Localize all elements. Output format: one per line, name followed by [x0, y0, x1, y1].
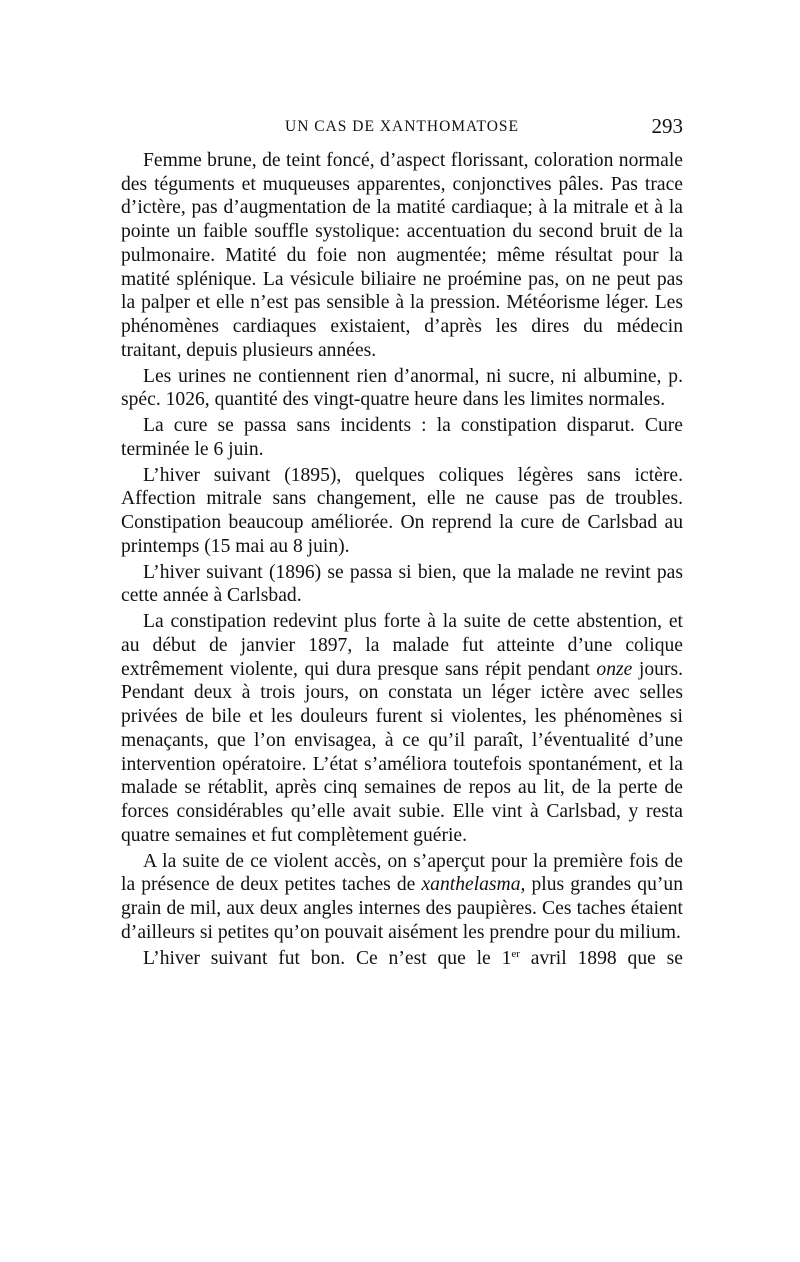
paragraph: La cure se passa sans incidents : la constipation disparut. Cure terminée le 6 juin.: [121, 415, 683, 460]
ordinal-superscript: er: [511, 947, 520, 960]
paragraph: Les urines ne contiennent rien d’anormal, ni sucre, ni albumine, p. spéc. 1026, quantité des vingt-quatre heure dans les limites normales.: [121, 365, 683, 411]
page-number: 293: [651, 114, 683, 138]
emphasized-term: xanthelasma,: [421, 874, 526, 896]
running-title: UN CAS DE XANTHOMATOSE: [285, 118, 519, 135]
paragraph: [121, 850, 683, 945]
paragraph-text: A la suite de ce violent accès, on s’aperçut pour la première fois de la présence de deux petites taches de: [121, 850, 683, 896]
paragraph-text: avril 1898 que se: [519, 947, 683, 969]
paragraph-text: plus grandes qu’un grain de mil, aux deux angles internes des paupières. Ces taches étaient d’ailleurs si petites qu’on pouvait aisément les prendre pour du milium.: [121, 874, 683, 943]
paragraph-text: jours. Pendant deux à trois jours, on constata un léger ictère avec selles privées de bile et les douleurs furent si violentes, les phénomènes si menaçants, que l’on envisagea, à ce qu’il paraît, l’éventualité d’une intervention opératoire. L’état s’améliora toutefois spontanément, et la malade se rétablit, après cinq semaines de repos au lit, de la perte de forces considérables qu’elle avait subie. Elle vint à Carlsbad, y resta quatre semaines et fut complètement guérie.: [121, 658, 684, 846]
paragraph: [121, 947, 683, 971]
paragraph-text: La constipation redevint plus forte à la suite de cette abstention, et au début de janvier 1897, la malade fut atteinte d’une colique extrêmement violente, qui dura presque sans répit pendant: [121, 611, 683, 680]
emphasized-word: onze: [596, 658, 633, 680]
paragraph-text: L’hiver suivant fut bon. Ce n’est que le 1: [143, 947, 512, 969]
paragraph: Femme brune, de teint foncé, d’aspect florissant, coloration normale des téguments et muqueuses apparentes, conjonctives pâles. Pas trace d’ictère, pas d’augmentation de la matité cardiaque; à la mitrale et à la pointe un faible souffle systolique: accentuation du second bruit de la pulmonaire. Matité du foie non augmentée; même résultat pour la matité splénique. La vésicule biliaire ne proémine pas, on ne peut pas la palper et elle n’est pas sensible à la pression. Météorisme léger. Les phénomènes cardiaques existaient, d’après les dires du médecin traitant, depuis plusieurs années.: [121, 150, 683, 361]
body-text: [121, 149, 683, 972]
running-head: [121, 114, 683, 140]
paragraph: L’hiver suivant (1895), quelques coliques légères sans ictère. Affection mitrale sans changement, elle ne cause pas de troubles. Constipation beaucoup améliorée. On reprend la cure de Carlsbad au printemps (15 mai au 8 juin).: [121, 464, 683, 557]
paragraph: [121, 610, 683, 847]
paragraph: L’hiver suivant (1896) se passa si bien, que la malade ne revint pas cette année à Carlsbad.: [121, 561, 683, 607]
